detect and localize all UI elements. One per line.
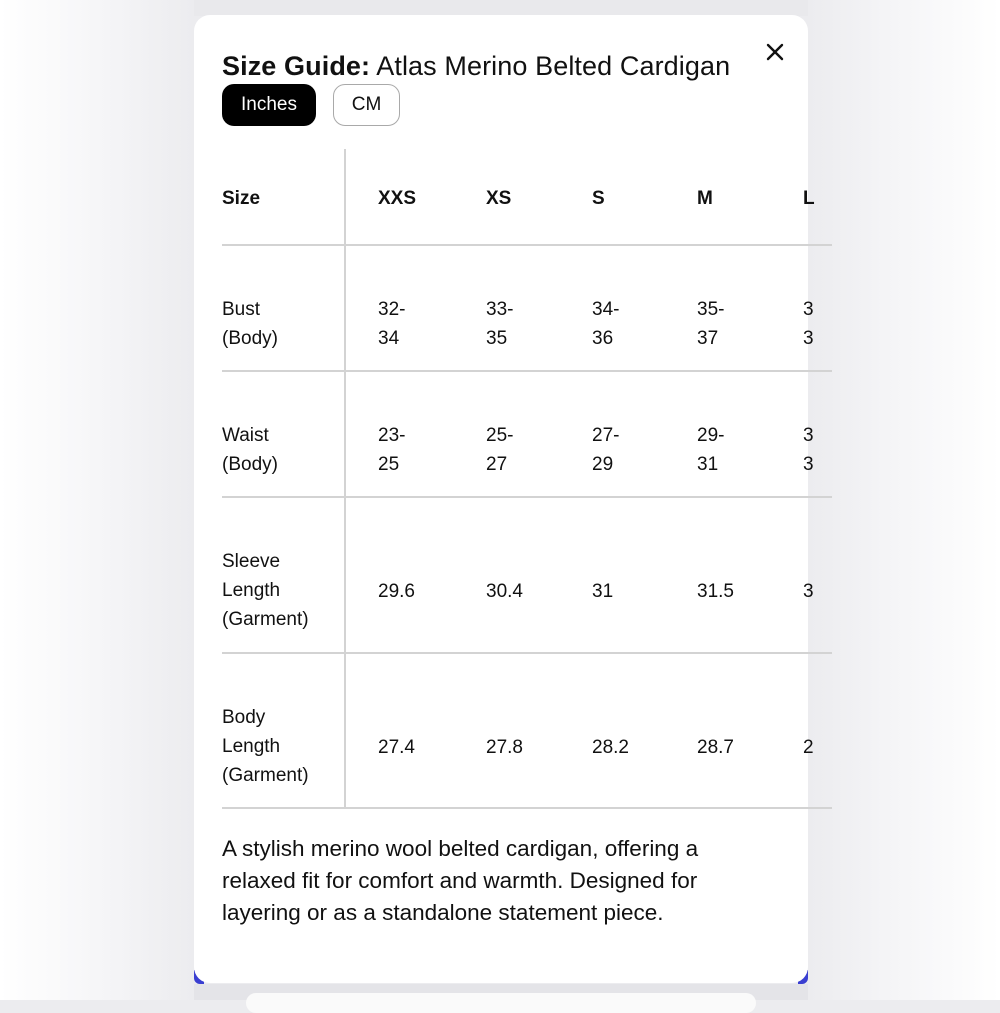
table-cell: 29- 31 bbox=[697, 425, 725, 475]
table-cell: 33- 35 bbox=[486, 299, 514, 349]
table-cell: 29.6 bbox=[378, 581, 415, 602]
table-cell: 28.7 bbox=[697, 737, 734, 758]
table-cell: 3 3 bbox=[803, 425, 814, 475]
row-label-bust: Bust (Body) bbox=[222, 299, 278, 349]
table-cell: 31.5 bbox=[697, 581, 734, 602]
table-header-l: L bbox=[803, 188, 815, 209]
table-cell: 27.8 bbox=[486, 737, 523, 758]
table-header-xxs: XXS bbox=[378, 188, 417, 209]
table-cell: 28.2 bbox=[592, 737, 629, 758]
table-cell: 2 bbox=[803, 737, 814, 758]
background-right bbox=[808, 0, 1000, 1000]
table-header-s: S bbox=[592, 188, 605, 209]
row-label-waist: Waist (Body) bbox=[222, 425, 278, 475]
table-cell: 23- 25 bbox=[378, 425, 406, 475]
size-guide-modal bbox=[194, 15, 815, 983]
table-cell: 35- 37 bbox=[697, 299, 725, 349]
table-header-m: M bbox=[697, 188, 713, 209]
table-cell: 3 bbox=[803, 581, 814, 602]
table-cell: 27.4 bbox=[378, 737, 415, 758]
background-left bbox=[0, 0, 194, 1000]
table-header-xs: XS bbox=[486, 188, 512, 209]
row-label-body-length: Body Length (Garment) bbox=[222, 707, 309, 786]
size-table[interactable] bbox=[222, 149, 815, 809]
underlying-page-card bbox=[246, 993, 756, 1013]
table-cell: 27- 29 bbox=[592, 425, 620, 475]
modal-title bbox=[222, 51, 730, 82]
table-row-divider bbox=[222, 807, 832, 809]
background-top bbox=[194, 0, 808, 16]
table-cell: 34- 36 bbox=[592, 299, 620, 349]
close-button[interactable] bbox=[760, 37, 790, 67]
table-row-divider bbox=[222, 244, 832, 246]
table-cell: 25- 27 bbox=[486, 425, 514, 475]
unit-toggle-cm[interactable]: CM bbox=[333, 84, 400, 126]
table-cell: 31 bbox=[592, 581, 614, 602]
title-product-name: Atlas Merino Belted Cardigan bbox=[370, 51, 731, 81]
unit-toggle-inches[interactable]: Inches bbox=[222, 84, 316, 126]
table-cell: 30.4 bbox=[486, 581, 523, 602]
table-cell: 32- 34 bbox=[378, 299, 406, 349]
product-description: A stylish merino wool belted cardigan, offering a relaxed fit for comfort and warmth. Designed for layering or as a standalone statement piece. bbox=[222, 836, 699, 925]
table-header-size: Size bbox=[222, 188, 261, 209]
table-row-divider bbox=[222, 370, 832, 372]
table-row-divider bbox=[222, 496, 832, 498]
row-label-sleeve-length: Sleeve Length (Garment) bbox=[222, 551, 309, 630]
title-prefix: Size Guide: bbox=[222, 51, 371, 81]
table-cell: 3 3 bbox=[803, 299, 814, 349]
table-row-divider bbox=[222, 652, 832, 654]
table-column-divider bbox=[344, 149, 346, 809]
close-icon bbox=[766, 43, 784, 61]
